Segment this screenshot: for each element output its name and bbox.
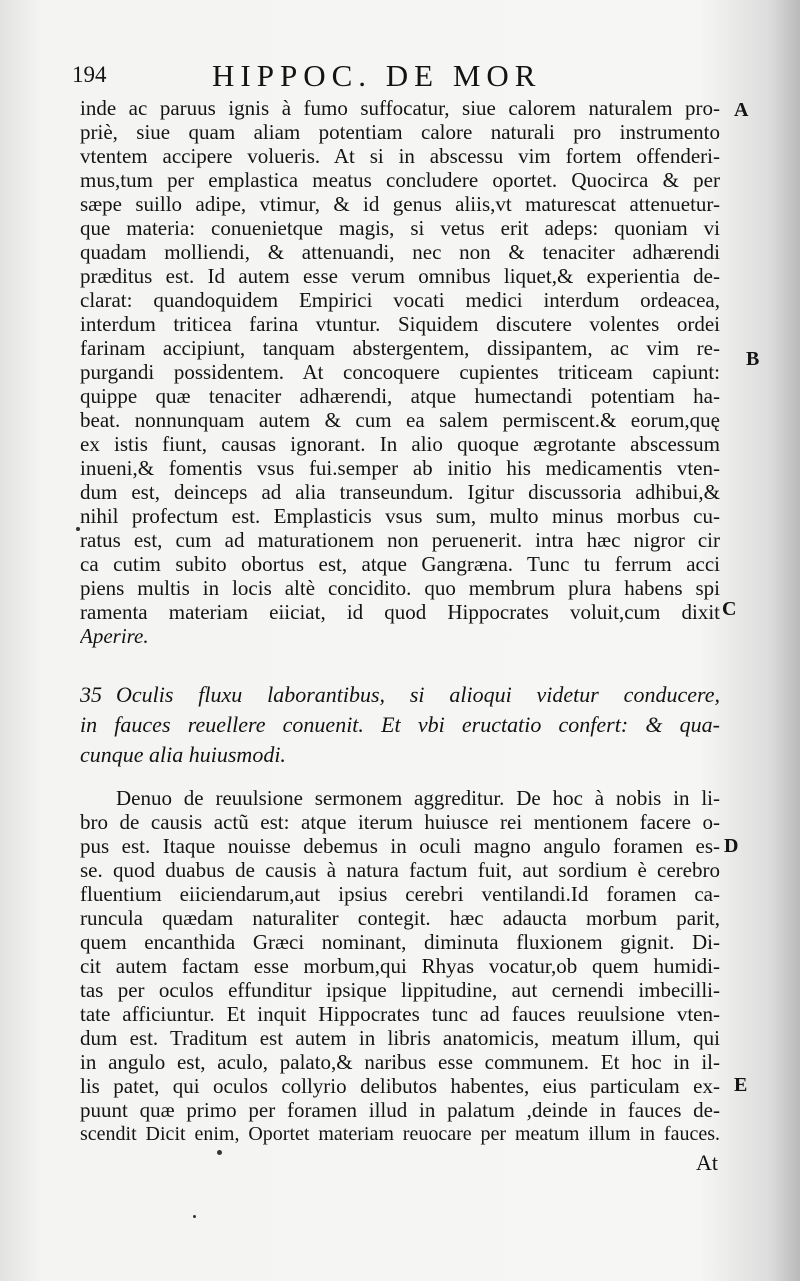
text-line: cit autem factam esse morbum,qui Rhyas vocatur,ob quem humidi- [80, 954, 720, 978]
aphorism-line: in fauces reuellere conuenit. Et vbi eructatio confert: & qua- [80, 712, 720, 737]
text-line: tate afficiuntur. Et inquit Hippocrates tunc ad fauces reuulsione vten- [80, 1002, 720, 1026]
text-line: purgandi possidentem. At concoquere cupientes triticeam capiunt: [80, 360, 720, 384]
text-line: bro de causis actũ est: atque iterum huiusce rei mentionem facere o- [80, 810, 720, 834]
commentary-block-2 [80, 786, 720, 1146]
text-line: quem encanthida Græci nominant, diminuta fluxionem gignit. Di- [80, 930, 720, 954]
aphorism-text: Oculis fluxu laborantibus, si alioqui videtur conducere, [116, 682, 720, 707]
running-head: HIPPOC. DE MOR [212, 58, 542, 93]
text-line: priè, siue quam aliam potentiam calore naturali pro instrumento [80, 120, 720, 144]
text-line: mus,tum per emplastica meatus concludere oportet. Quocirca & per [80, 168, 720, 192]
text-line: nihil profectum est. Emplasticis vsus sum, multo minus morbus cu- [80, 504, 720, 528]
aphorism-number: 35 [80, 682, 102, 707]
text-line: in angulo est, aculo, palato,& naribus esse communem. Et hoc in il- [80, 1050, 720, 1074]
text-line: beat. nonnunquam autem & cum ea salem permiscent.& eorum,quę [80, 408, 720, 432]
page-header [72, 58, 692, 94]
text-line: clarat: quandoquidem Empirici vocati medici interdum ordeacea, [80, 288, 720, 312]
text-line: inueni,& fomentis vsus fui.semper ab initio his medicamentis vten- [80, 456, 720, 480]
ink-speck [193, 1215, 196, 1218]
page-number: 194 [72, 62, 107, 87]
ink-speck [217, 1150, 222, 1155]
text-line: præditus est. Id autem esse verum omnibus liquet,& experientia de- [80, 264, 720, 288]
text-line: ramenta materiam eiiciat, id quod Hippocrates voluit,cum dixit [80, 600, 720, 624]
text-line: Aperire. [80, 624, 149, 648]
text-line: fluentium eiiciendarum,aut ipsius cerebri ventilandi.Id foramen ca- [80, 882, 720, 906]
aphorism-line [80, 680, 720, 710]
margin-marker-d: D [724, 835, 739, 857]
margin-marker-e: E [734, 1074, 748, 1096]
text-line: se. quod duabus de causis à natura factum fuit, aut sordium è cerebro [80, 858, 720, 882]
text-line: ca cutim subito obortus est, atque Gangræna. Tunc tu ferrum acci [80, 552, 720, 576]
text-line: tas per oculos effunditur ipsique lippitudine, aut cernendi imbecilli- [80, 978, 720, 1002]
text-line: vtentem accipere volueris. At si in abscessu vim fortem offenderi- [80, 144, 720, 168]
text-line: dum est, deinceps ad alia transeundum. Igitur discussoria adhibui,& [80, 480, 720, 504]
text-line: interdum triticea farina vtuntur. Siquidem discutere volentes ordei [80, 312, 720, 336]
text-line: puunt quæ primo per foramen illud in palatum ,deinde in fauces de- [80, 1098, 720, 1122]
text-line: quadam molliendi, & attenuandi, nec non & tenaciter adhærendi [80, 240, 720, 264]
text-line: farinam accipiunt, tanquam abstergentem, dissipantem, ac vim re- [80, 336, 720, 360]
text-line: quippe quæ tenaciter adhærendi, atque humectandi potentiam ha- [80, 384, 720, 408]
ink-speck [76, 527, 80, 531]
text-line: ratus est, cum ad maturationem non peruenerit. intra hæc nigror cir [80, 528, 720, 552]
text-line: lis patet, qui oculos collyrio delibutos habentes, eius particulam ex- [80, 1074, 720, 1098]
aphorism-line: cunque alia huiusmodi. [80, 742, 286, 767]
text-line: scendit Dicit enim, Oportet materiam reuocare per meatum illum in fauces. [80, 1123, 720, 1145]
margin-marker-a: A [734, 99, 749, 121]
text-line: pus est. Itaque nouisse debemus in oculi magno angulo foramen es- [80, 834, 720, 858]
text-line: inde ac paruus ignis à fumo suffocatur, siue calorem naturalem pro- [80, 96, 720, 120]
catchword: At [696, 1150, 718, 1175]
margin-marker-c: C [722, 598, 737, 620]
text-line: que materia: conuenietque magis, si vetus erit adeps: quoniam vi [80, 216, 720, 240]
text-line: Denuo de reuulsione sermonem aggreditur. De hoc à nobis in li- [116, 786, 720, 810]
commentary-block-1 [80, 96, 720, 648]
aphorism-block [80, 680, 720, 770]
margin-marker-b: B [746, 348, 760, 370]
text-line: runcula quædam naturaliter contegit. hæc adaucta morbum parit, [80, 906, 720, 930]
text-line: piens multis in locis altè concidito. quo membrum plura habens spi [80, 576, 720, 600]
text-line: ex istis fiunt, causas ignorant. In alio quoque ægrotante abscessum [80, 432, 720, 456]
text-line: dum est. Traditum est autem in libris anatomicis, meatum illum, qui [80, 1026, 720, 1050]
text-line: sæpe suillo adipe, vtimur, & id genus aliis,vt maturescat attenuetur- [80, 192, 720, 216]
